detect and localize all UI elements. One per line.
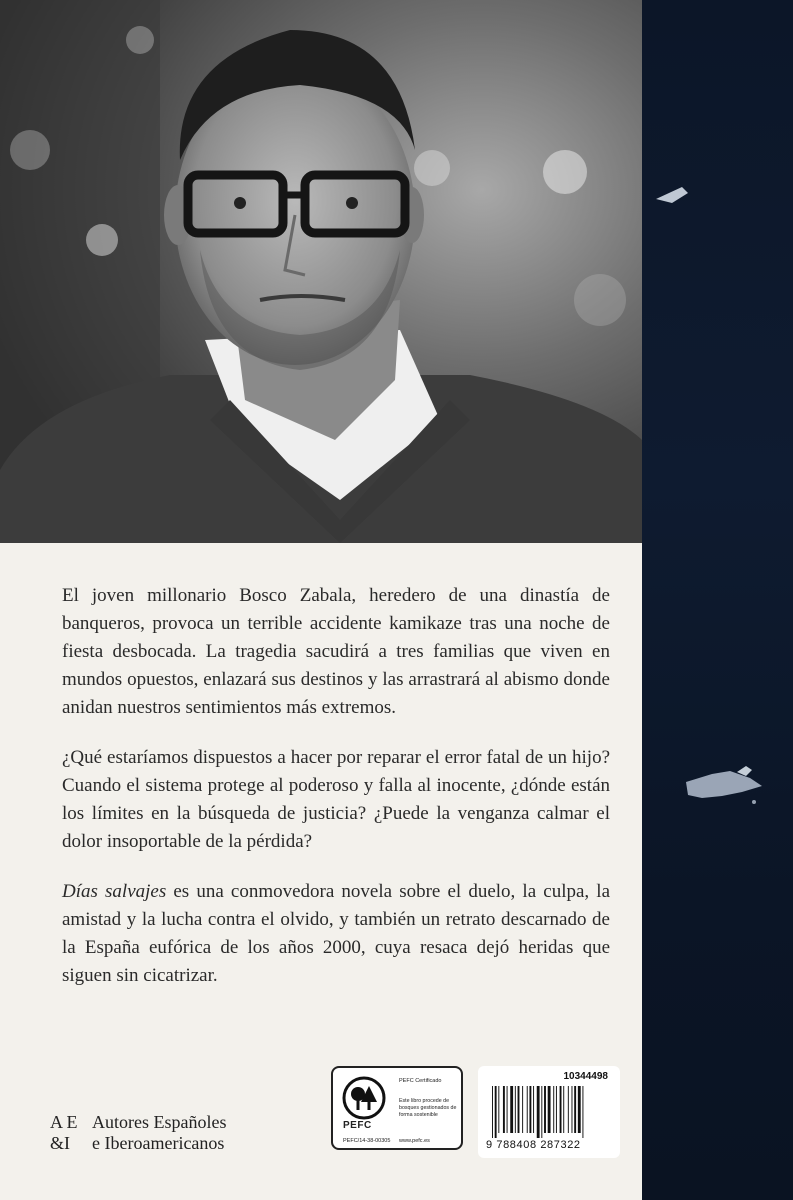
barcode-bar bbox=[503, 1086, 505, 1133]
barcode-bar bbox=[556, 1086, 557, 1133]
barcode-bar bbox=[533, 1086, 534, 1133]
publisher-logo bbox=[50, 1112, 90, 1154]
synopsis-paragraph-2: ¿Qué estaríamos dispuestos a hacer por reparar el error fatal de un hijo? Cuando el sistema protege al poderoso y falla al inocente, ¿dónde están los límites en la búsqueda de justicia? ¿Puede la venganza calmar el dolor insoportable de la pérdida? bbox=[62, 747, 610, 852]
barcode-bar bbox=[560, 1086, 562, 1133]
barcode-bar bbox=[495, 1086, 497, 1138]
pefc-label: PEFC bbox=[343, 1120, 372, 1131]
pefc-description: Este libro procede de bosques gestionados de forma sostenible bbox=[399, 1098, 457, 1118]
author-photo bbox=[0, 0, 642, 543]
isbn-number: 9 788408 287322 bbox=[486, 1139, 581, 1151]
pefc-tree-logo-icon bbox=[342, 1076, 386, 1120]
book-title: Días salvajes bbox=[62, 881, 167, 902]
publisher-name-line1: Autores Españoles bbox=[92, 1112, 227, 1132]
barcode-bar bbox=[492, 1086, 493, 1138]
synopsis-paragraph-1: El joven millonario Bosco Zabala, heredero de una dinastía de banqueros, provoca un terrible accidente kamikaze tras una noche de fiesta desbocada. La tragedia sacudirá a tres familias que viven en mundos opuestos, enlazará sus destinos y las arrastrará al abismo donde anidan nuestros sentimientos más extremos. bbox=[62, 585, 610, 718]
barcode-bar bbox=[582, 1086, 583, 1138]
pefc-certified-text: PEFC Certificado bbox=[399, 1078, 442, 1084]
publisher-logo-line1: A E bbox=[50, 1112, 78, 1132]
barcode-bar bbox=[574, 1086, 576, 1133]
pefc-certification-box bbox=[331, 1066, 463, 1150]
barcode-bar bbox=[510, 1086, 513, 1133]
publisher-imprint bbox=[50, 1112, 226, 1154]
pefc-url: www.pefc.es bbox=[399, 1138, 430, 1144]
isbn-barcode bbox=[478, 1066, 620, 1158]
barcode-bar bbox=[537, 1086, 540, 1138]
barcode-top-code: 10344498 bbox=[563, 1071, 608, 1082]
barcode-bar bbox=[507, 1086, 508, 1133]
barcode-bars bbox=[490, 1086, 608, 1138]
publisher-name-line2: e Iberoamericanos bbox=[92, 1133, 225, 1153]
barcode-bar bbox=[541, 1086, 542, 1138]
barcode-bar bbox=[578, 1086, 581, 1133]
barcode-bar bbox=[498, 1086, 499, 1133]
pefc-code: PEFC/14-38-00305 bbox=[343, 1138, 391, 1144]
back-cover-synopsis bbox=[62, 582, 610, 1012]
publisher-logo-line2: &I bbox=[50, 1133, 70, 1153]
barcode-bar bbox=[553, 1086, 554, 1133]
barcode-bar bbox=[527, 1086, 528, 1133]
barcode-bar bbox=[518, 1086, 520, 1133]
author-portrait-illustration bbox=[0, 0, 642, 543]
barcode-bar bbox=[544, 1086, 546, 1133]
spine-band bbox=[642, 0, 793, 1200]
water-splash-decoration bbox=[642, 0, 793, 1200]
barcode-bar bbox=[515, 1086, 516, 1133]
barcode-bar bbox=[548, 1086, 551, 1133]
barcode-bar bbox=[522, 1086, 523, 1133]
barcode-bar bbox=[572, 1086, 573, 1133]
barcode-bar bbox=[563, 1086, 564, 1133]
synopsis-paragraph-3-rest: es una conmovedora novela sobre el duelo, la culpa, la amistad y la lucha contra el olvido, y también un retrato descarnado de la España eufórica de los años 2000, cuya resaca dejó heridas que siguen sin cicatrizar. bbox=[62, 881, 611, 986]
barcode-bar bbox=[529, 1086, 531, 1133]
synopsis-paragraph-3 bbox=[62, 878, 610, 990]
publisher-name bbox=[92, 1112, 226, 1154]
barcode-bar bbox=[568, 1086, 569, 1133]
